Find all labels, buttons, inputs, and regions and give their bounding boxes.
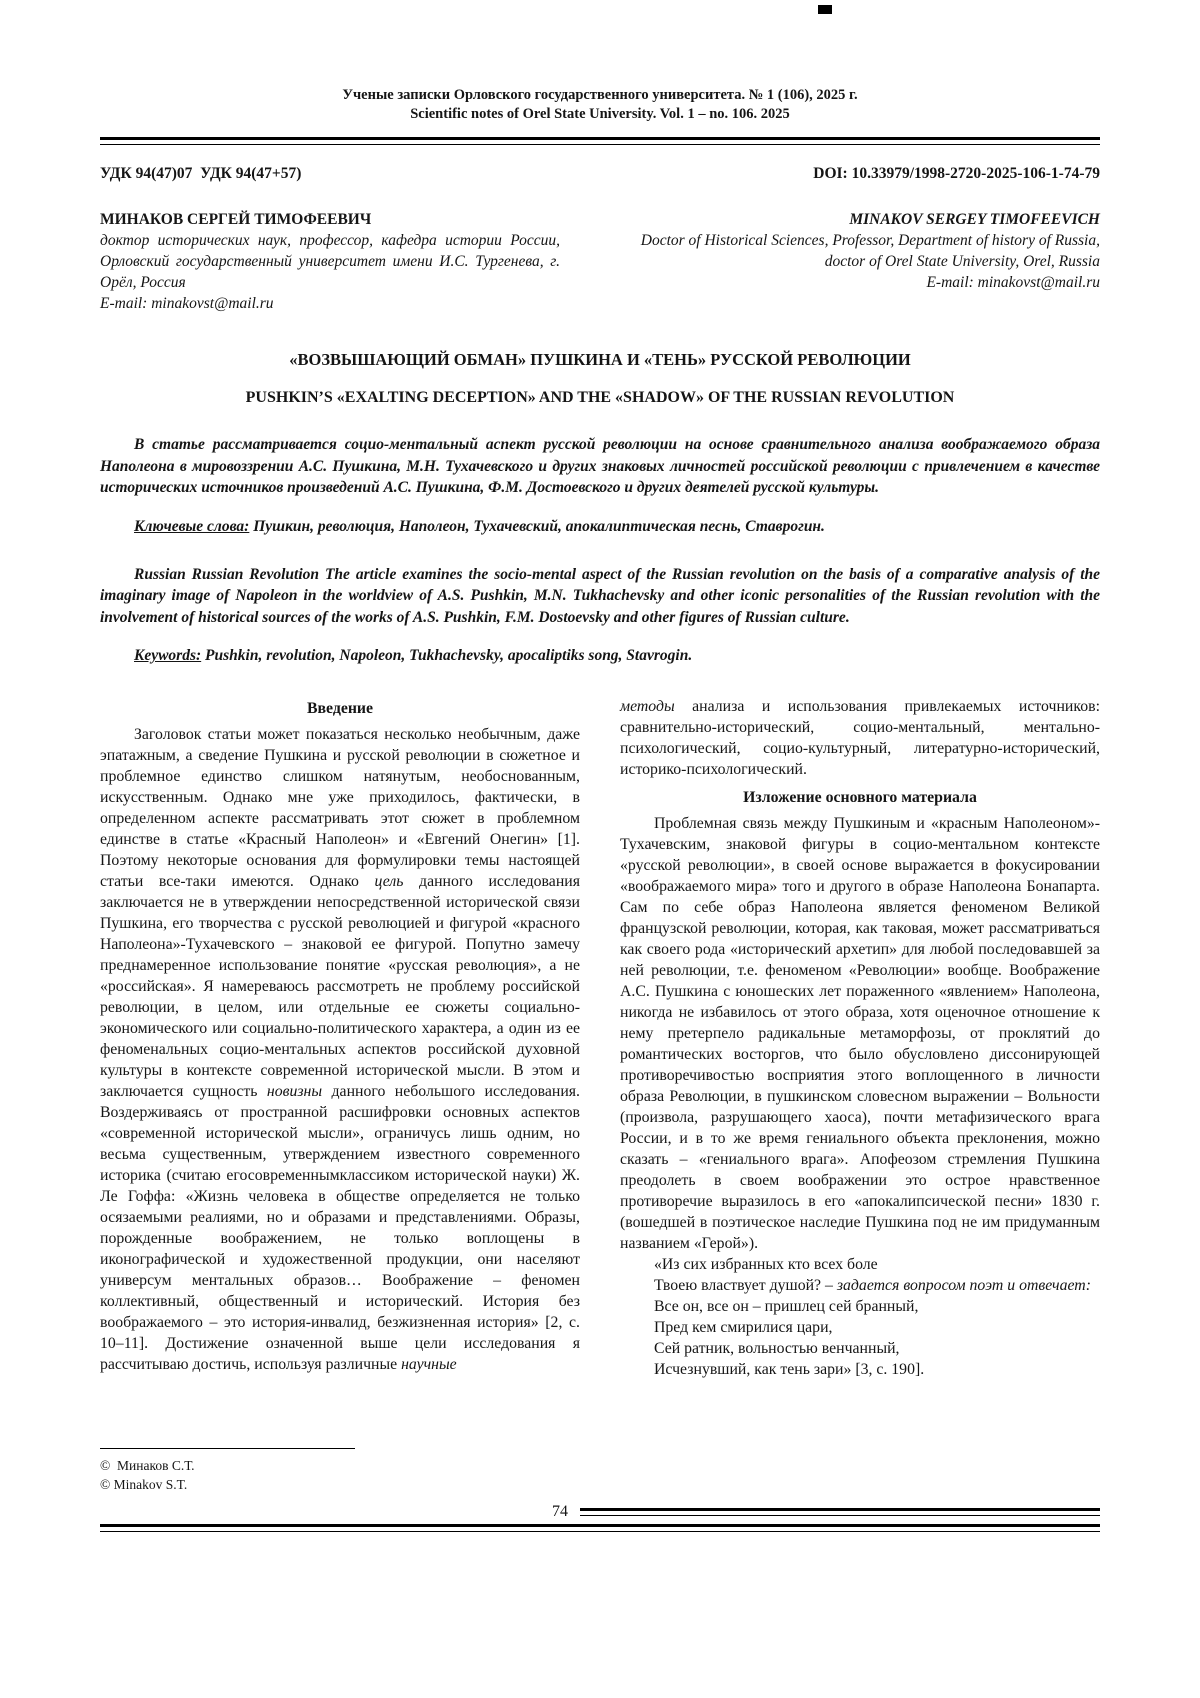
section-heading-introduction: Введение [306, 700, 374, 717]
keywords-en [100, 645, 1100, 666]
udk-code: УДК 94(47)07 УДК 94(47+57) [100, 165, 302, 182]
keywords-text-ru: Пушкин, революция, Наполеон, Тухачевский, апокалиптическая песнь, Ставрогин. [249, 517, 825, 535]
body-columns [100, 696, 1100, 1380]
main-paragraph: Проблемная связь между Пушкиным и «красным Наполеоном»-Тухачевским, знаковой фигуры в социо-ментальном контексте «русской революции», в своей основе выражается в фокусировании «воображаемого мира» того и другого в образе Наполеона Бонапарта. Сам по себе образ Наполеона является феноменом Великой французской революции, которая, как таковая, может рассматриваться как своего рода «исторический архетип» для любой последовавшей за ней революции, т.е. феноменом «Революции» вообще. Воображение А.С. Пушкина с юношеских лет пораженного «явлением» Наполеона, никогда не избавилось от этого образа, хотя оценочное отношение к нему претерпело радикальные метаморфозы, от проклятий до романтических восторгов, что было обусловлено диссонирующей противоречивостью восприятия этого воплощенного в личности образа Революции, в пушкинском словесном выражении – Вольности (произвола, разрушающего хаоса), почти метафизического врага России, и в то же время гениального объекта преклонения, можно сказать – «гениального врага». Апофеозом стремления Пушкина преодолеть в своем воображении это острое нравственное противоречие выразилось в его «апокалипсической песни» 1830 г. (вошедшей в поэтическое наследие Пушкина под не им придуманным названием «Герой»). [620, 815, 1100, 1252]
verse-line: Сей ратник, вольностью венчанный, [654, 1340, 900, 1357]
page-number: 74 [552, 1503, 568, 1520]
left-column [100, 696, 580, 1380]
verse-line: Исчезнувший, как тень зари» [3, с. 190]. [654, 1361, 925, 1378]
copyright-en: © Minakov S.T. [100, 1477, 188, 1492]
author-name-en: MINAKOV SERGEY TIMOFEEVICH [849, 211, 1100, 228]
verse-line: «Из сих избранных кто всех боле [654, 1256, 878, 1273]
page-footer [100, 1448, 1100, 1532]
author-affiliation-ru: доктор исторических наук, профессор, кафедра истории России, Орловский государственный университет имени И.С. Тургенева, г. Орёл, Россия [100, 232, 560, 291]
intro-paragraph: Заголовок статьи может показаться несколько необычным, даже эпатажным, а сведение Пушкина и русской революции в сюжетное и проблемное единство слишком натянутым, необоснованным, искусственным. Однако мне уже приходилось, фактически, в определенном аспекте рассматривать этот сюжет в проблемном единстве в статье «Красный Наполеон» и «Евгений Онегин» [1]. Поэтому некоторые основания для формулировки темы настоящей статьи все-таки имеются. Однако цель данного исследования заключается не в утверждении непосредственной исторической связи Пушкина, его творчества с русской революцией и фигурой «красного Наполеона»-Тухачевского – знаковой ее фигурой. Попутно замечу преднамеренное использование понятие «русская революция», а не «российская». Я намереваюсь рассмотреть не проблему российской революции, в целом, или отдельные ее сюжеты социально-экономического или социально-политического характера, а один из ее феноменальных социо-ментальных аспектов российской духовной культуры в контексте современной исторической мысли. В этом и заключается сущность новизны данного небольшого исследования. Воздерживаясь от пространной расшифровки основных аспектов «современной исторической мысли», ограничусь лишь одним, но весьма существенным, утверждением известного современного историка (считаю егосовременнымклассиком исторической науки) Ж. Ле Гоффа: «Жизнь человека в обществе определяется не только осязаемыми реалиями, но и образами и представлениями. Образы, порожденные воображением, не только воплощены в иконографической и художественной продукции, они населяют универсум ментальных образов… Воображение – феномен коллективный, общественный и исторический. История без воображаемого – это история-инвалид, безжизненная история» [2, с. 10–11]. Достижение означенной выше цели исследования я рассчитываю достичь, используя различные научные [100, 726, 580, 1373]
abstract-en: Russian Russian Revolution The article examines the socio-mental aspect of the Russian revolution on the basis of a comparative analysis of the imaginary image of Napoleon in the worldview of A.S. Pushkin, M.N. Tukhachevsky and other iconic personalities of the Russian revolution with the involvement of historical sources of the works of A.S. Pushkin, F.M. Dostoevsky and other figures of Russian culture. [100, 565, 1100, 626]
article-title-ru: «ВОЗВЫШАЮЩИЙ ОБМАН» ПУШКИНА И «ТЕНЬ» РУССКОЙ РЕВОЛЮЦИИ [289, 350, 911, 369]
author-email-ru: E-mail: minakovst@mail.ru [100, 295, 274, 312]
author-name-ru: МИНАКОВ СЕРГЕЙ ТИМОФЕЕВИЧ [100, 211, 372, 228]
doi-code: DOI: 10.33979/1998-2720-2025-106-1-74-79 [813, 165, 1100, 182]
footer-rule-bottom [100, 1524, 1100, 1532]
keywords-label-en: Keywords: [134, 647, 202, 664]
author-affiliation-en: Doctor of Historical Sciences, Professor, Department of history of Russia, doctor of Orel State University, Orel, Russia [640, 232, 1100, 270]
meta-row [100, 165, 1100, 183]
keywords-ru [100, 516, 1100, 537]
scan-artifact-mark [818, 5, 832, 14]
verse-line: Твоею властвует душой? – задается вопросом поэт и отвечает: [654, 1277, 1091, 1294]
journal-title-en: Scientific notes of Orel State University. Vol. 1 – no. 106. 2025 [410, 106, 790, 122]
continuation-paragraph: методы анализа и использования привлекаемых источников: сравнительно-исторический, социо-ментальный, ментально-психологический, социо-культурный, литературно-исторический, историко-психологический. [620, 698, 1100, 778]
section-heading-main: Изложение основного материала [743, 789, 977, 806]
journal-title-ru: Ученые записки Орловского государственного университета. № 1 (106), 2025 г. [342, 87, 858, 103]
authors-row [100, 209, 1100, 314]
keywords-label-ru: Ключевые слова: [134, 517, 250, 535]
page-number-row [100, 1503, 1100, 1521]
footer-rule-right [580, 1508, 1100, 1516]
abstract-ru: В статье рассматривается социо-ментальный аспект русской революции на основе сравнительного анализа воображаемого образа Наполеона в мировоззрении А.С. Пушкина, М.Н. Тухачевского и других знаковых личностей российской революции с привлечением в качестве исторических источников произведений А.С. Пушкина, Ф.М. Достоевского и других деятелей русской культуры. [100, 436, 1100, 496]
header-rule [100, 137, 1100, 145]
footnote-rule [100, 1448, 355, 1449]
verse-line: Пред кем смирилися цари, [654, 1319, 833, 1336]
author-email-en: E-mail: minakovst@mail.ru [926, 274, 1100, 291]
author-block-en [640, 209, 1100, 314]
keywords-text-en: Pushkin, revolution, Napoleon, Tukhachevsky, apocaliptiks song, Stavrogin. [201, 647, 693, 664]
right-column [620, 696, 1100, 1380]
article-title-en: PUSHKIN’S «EXALTING DECEPTION» AND THE «SHADOW» OF THE RUSSIAN REVOLUTION [245, 389, 955, 406]
journal-header [100, 86, 1100, 124]
author-block-ru [100, 209, 560, 314]
copyright-ru: © Минаков С.Т. [100, 1458, 195, 1473]
verse-line: Все он, все он – пришлец сей бранный, [654, 1298, 919, 1315]
